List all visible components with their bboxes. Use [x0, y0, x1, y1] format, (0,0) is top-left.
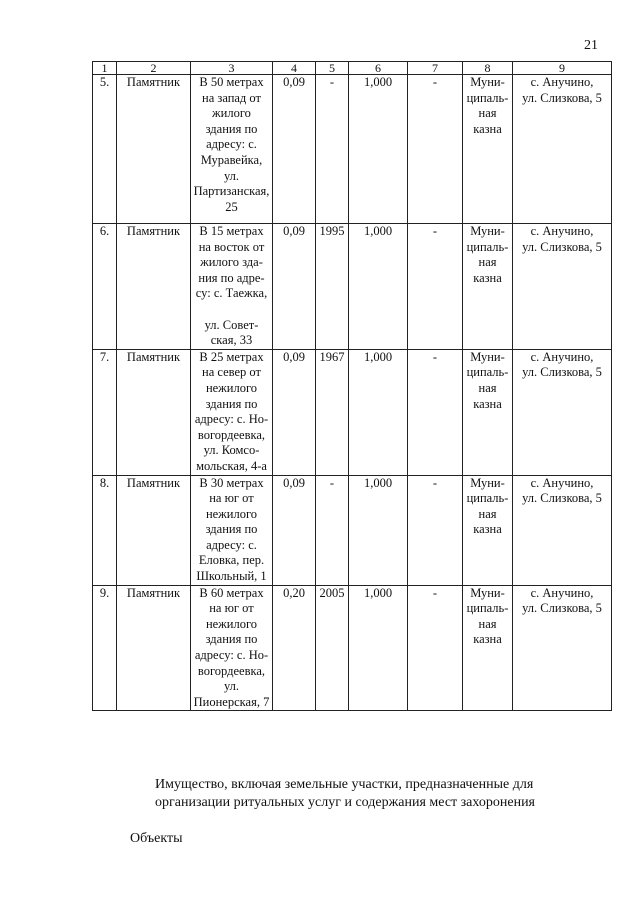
- ownership-cell-line: ная: [478, 255, 497, 270]
- row-number-cell: 7.: [93, 349, 117, 475]
- table-row: [93, 224, 612, 350]
- location-cell-line: адресу: с.: [206, 537, 257, 552]
- location-cell-line: В 15 метрах: [199, 224, 264, 238]
- holder-address-cell: [513, 475, 612, 585]
- ownership-cell-line: ная: [478, 616, 497, 631]
- area-cell: 0,09: [273, 349, 316, 475]
- column-header: 1: [93, 62, 117, 75]
- location-cell-line: на юг от: [209, 601, 254, 616]
- location-cell-line: Еловка, пер.: [198, 553, 265, 568]
- holder-address-cell-line: ул. Слизкова, 5: [522, 90, 602, 105]
- ownership-cell-line: ципаль-: [466, 365, 509, 380]
- column-header: 6: [349, 62, 408, 75]
- object-name-cell: Памятник: [117, 585, 191, 711]
- ownership-cell: [463, 585, 513, 711]
- holder-address-cell-line: ул. Слизкова, 5: [522, 601, 602, 616]
- object-name-cell: Памятник: [117, 475, 191, 585]
- year-cell: 1995: [316, 224, 349, 350]
- object-name-cell: Памятник: [117, 224, 191, 350]
- holder-address-cell-line: ул. Слизкова, 5: [522, 491, 602, 506]
- location-cell-line: Школьный, 1: [196, 569, 267, 584]
- holder-address-cell-line: с. Анучино,: [530, 75, 594, 89]
- column-header: 7: [408, 62, 463, 75]
- ownership-cell-line: ципаль-: [466, 90, 509, 105]
- location-cell-line: ул.: [223, 679, 240, 694]
- table-header-row: [93, 62, 612, 75]
- location-cell-line: на запад от: [202, 90, 261, 105]
- column7-cell: -: [408, 224, 463, 350]
- location-cell-line: адресу: с. Но-: [194, 648, 269, 663]
- holder-address-cell-line: с. Анучино,: [530, 585, 594, 600]
- row-number-cell: 9.: [93, 585, 117, 711]
- location-cell-line: вогордеевка,: [197, 663, 266, 678]
- ownership-cell-line: ная: [478, 380, 497, 395]
- location-cell: [191, 475, 273, 585]
- location-cell-line: адресу: с.: [206, 137, 257, 152]
- objects-label: Объекты: [130, 831, 183, 846]
- location-cell-line: су: с. Таежка,: [195, 286, 268, 301]
- ownership-cell-line: ная: [478, 106, 497, 121]
- year-cell: 2005: [316, 585, 349, 711]
- ownership-cell-line: ципаль-: [466, 239, 509, 254]
- location-cell-line: В 50 метрах: [199, 75, 264, 89]
- ownership-cell-line: казна: [473, 270, 502, 285]
- area-cell: 0,09: [273, 475, 316, 585]
- ownership-cell: [463, 475, 513, 585]
- column-header: 4: [273, 62, 316, 75]
- ownership-cell-line: Муни-: [470, 349, 505, 364]
- holder-address-cell-line: ул. Слизкова, 5: [522, 239, 602, 254]
- location-cell-line: [193, 302, 270, 318]
- year-cell: -: [316, 475, 349, 585]
- location-cell-line: Пионерская, 7: [193, 694, 270, 709]
- ownership-cell: [463, 224, 513, 350]
- ownership-cell-line: Муни-: [470, 585, 505, 600]
- location-cell-line: на юг от: [209, 491, 254, 506]
- location-cell-line: ния по адре-: [198, 270, 265, 285]
- section-heading-line: Имущество, включая земельные участки, предназначенные для: [155, 777, 534, 792]
- ownership-cell-line: ная: [478, 506, 497, 521]
- location-cell: [191, 349, 273, 475]
- column-header: 5: [316, 62, 349, 75]
- location-cell-line: нежилого: [205, 380, 258, 395]
- holder-address-cell: [513, 224, 612, 350]
- section-heading: [155, 776, 575, 812]
- location-cell-line: В 60 метрах: [199, 585, 264, 600]
- ownership-cell-line: ципаль-: [466, 491, 509, 506]
- location-cell: [191, 224, 273, 350]
- table-row: [93, 475, 612, 585]
- value-cell: 1,000: [349, 224, 408, 350]
- ownership-cell-line: ципаль-: [466, 601, 509, 616]
- ownership-cell-line: Муни-: [470, 475, 505, 490]
- location-cell-line: здания по: [205, 121, 258, 136]
- location-cell-line: нежилого: [205, 616, 258, 631]
- column7-cell: -: [408, 585, 463, 711]
- column-header: 3: [191, 62, 273, 75]
- location-cell-line: ул.: [223, 168, 240, 183]
- column7-cell: -: [408, 75, 463, 224]
- location-cell-line: жилого зда-: [200, 255, 263, 270]
- holder-address-cell-line: с. Анучино,: [530, 475, 594, 490]
- location-cell-line: ская, 33: [210, 333, 253, 348]
- column-header: 2: [117, 62, 191, 75]
- location-cell-line: здания по: [205, 522, 258, 537]
- column7-cell: -: [408, 349, 463, 475]
- location-cell: [191, 585, 273, 711]
- location-cell-line: нежилого: [205, 506, 258, 521]
- table-body: [93, 75, 612, 711]
- location-cell-line: на восток от: [198, 239, 265, 254]
- section-heading-line: организации ритуальных услуг и содержания мест захоронения: [155, 795, 535, 810]
- location-cell-line: Партизанская,: [193, 184, 270, 199]
- table-row: [93, 75, 612, 224]
- location-cell-line: ул. Совет-: [204, 317, 259, 332]
- ownership-cell-line: казна: [473, 121, 502, 136]
- holder-address-cell-line: с. Анучино,: [530, 224, 594, 238]
- area-cell: 0,09: [273, 224, 316, 350]
- value-cell: 1,000: [349, 585, 408, 711]
- value-cell: 1,000: [349, 349, 408, 475]
- holder-address-cell: [513, 349, 612, 475]
- holder-address-cell: [513, 75, 612, 224]
- holder-address-cell-line: ул. Слизкова, 5: [522, 365, 602, 380]
- row-number-cell: 8.: [93, 475, 117, 585]
- row-number-cell: 6.: [93, 224, 117, 350]
- column-header: 9: [513, 62, 612, 75]
- value-cell: 1,000: [349, 75, 408, 224]
- area-cell: 0,09: [273, 75, 316, 224]
- ownership-cell-line: казна: [473, 396, 502, 411]
- location-cell-line: Муравейка,: [200, 152, 263, 167]
- ownership-cell: [463, 349, 513, 475]
- value-cell: 1,000: [349, 475, 408, 585]
- ownership-cell-line: казна: [473, 632, 502, 647]
- location-cell-line: на север от: [202, 365, 261, 380]
- location-cell-line: адресу: с. Но-: [194, 412, 269, 427]
- location-cell-line: ул. Комсо-: [203, 443, 260, 458]
- ownership-cell-line: Муни-: [470, 75, 505, 89]
- table-row: [93, 585, 612, 711]
- object-name-cell: Памятник: [117, 75, 191, 224]
- location-cell-line: вогордеевка,: [197, 427, 266, 442]
- area-cell: 0,20: [273, 585, 316, 711]
- year-cell: -: [316, 75, 349, 224]
- column7-cell: -: [408, 475, 463, 585]
- object-name-cell: Памятник: [117, 349, 191, 475]
- table-row: [93, 349, 612, 475]
- property-registry-table: [92, 61, 612, 711]
- location-cell-line: здания по: [205, 632, 258, 647]
- location-cell-line: здания по: [205, 396, 258, 411]
- location-cell-line: В 30 метрах: [199, 475, 264, 490]
- ownership-cell-line: Муни-: [470, 224, 505, 238]
- location-cell-line: жилого: [212, 106, 251, 121]
- row-number-cell: 5.: [93, 75, 117, 224]
- location-cell-line: 25: [225, 199, 238, 214]
- location-cell-line: В 25 метрах: [199, 349, 264, 364]
- page-number: 21: [584, 38, 598, 53]
- holder-address-cell: [513, 585, 612, 711]
- year-cell: 1967: [316, 349, 349, 475]
- ownership-cell: [463, 75, 513, 224]
- ownership-cell-line: казна: [473, 522, 502, 537]
- column-header: 8: [463, 62, 513, 75]
- holder-address-cell-line: с. Анучино,: [530, 349, 594, 364]
- location-cell-line: мольская, 4-а: [196, 458, 267, 473]
- location-cell: [191, 75, 273, 224]
